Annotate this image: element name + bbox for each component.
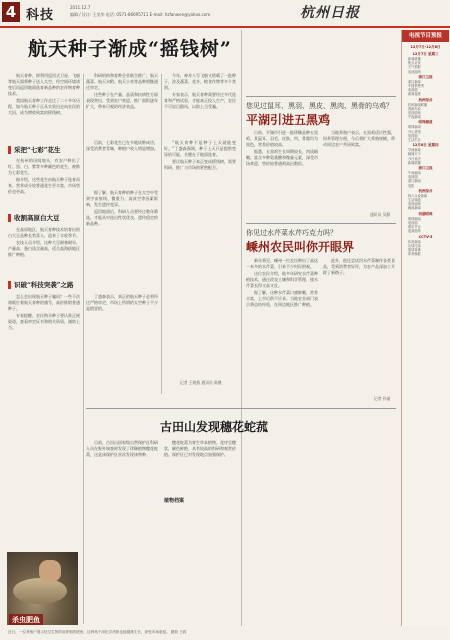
tv-channel-name: CCTV-5	[418, 234, 433, 239]
story-c-author: 记者 孙丽	[374, 396, 391, 401]
sidebar-title: 电视节目预报	[402, 30, 449, 42]
tv-program-item: 电视剧场	[408, 202, 421, 207]
story-c-col2: 此外，他还尝试用水芹菜制作各类食品，受到消费者好评，为农产品深加工开辟了新路子。	[323, 258, 395, 275]
tv-program-item: 焦点访谈	[408, 61, 421, 66]
tv-channel-name: 12月8日 星期四	[412, 143, 439, 148]
story-b-author: 通讯员 吴静	[370, 212, 391, 217]
fish-photo	[7, 552, 78, 625]
tv-channel-name: 浙江卫视	[418, 166, 433, 171]
sub1-body: 在杭州的田间地头，有农户种出了红、黑、白、紫等多种颜色的花生，被称为七彩花生。 据介绍，这些花生由航天种子选育而来，营养成分较普通花生更丰富，市场售价也更高。	[8, 158, 80, 194]
story-c-kicker: 你见过水芹菜水芹巧克力吗？	[246, 229, 337, 237]
tv-program-item: 午夜新闻	[408, 115, 421, 120]
sub3-body: 怎么会出现航天种子骗局？一些不法商贩打着航天育种的旗号，高价推销普通种子。 专家提醒，农民购买种子要认准正规渠道，查看审定证书和相关资质，谨防上当。	[8, 294, 80, 330]
tv-channel-block	[404, 120, 447, 142]
tv-program-item: 电视剧	[408, 175, 418, 180]
tv-program-item: 体育晚报	[408, 252, 421, 257]
tv-channel-block	[404, 212, 447, 234]
story-b-kicker: 您见过鼠耳、黑羽、黑皮、黑肉、黑骨的乌鸡？	[246, 102, 393, 110]
tv-channel-name: 杭州综合	[418, 188, 433, 193]
story-b-headline: 平湖引进五黑鸡	[246, 113, 331, 127]
tv-program-item: 娱乐节目	[408, 225, 421, 230]
mid-col-a: 据了解，航天育种的种子在太空中受到宇宙射线、微重力、高真空等因素影响，发生遗传变异。 返回地面后，科研人员要经过数年筛选，才能从中选出性状优良、遗传稳定的新品种。	[86, 190, 158, 226]
tv-program-item: 电视剧	[408, 88, 418, 93]
story-b-col2: 当地养殖户表示，五黑鸡适应性强，饲养管理方便，今后将扩大养殖规模，带动周边农户共同致富。	[323, 130, 395, 147]
story-d-col1: 日前，古田山国家级自然保护区科研人员在野外调查时发现了珍稀植物穗花蛇菰，这是该保护区首次发现该物种。	[86, 440, 158, 457]
tv-program-item: 浙江新闻	[408, 79, 421, 84]
issue-date: 2011.12.7	[70, 5, 91, 10]
section-name: 科技	[26, 8, 55, 23]
tv-channel-block	[404, 75, 447, 97]
story-d-col2: 穗花蛇菰为寄生草本植物，花序呈穗状，颜色鲜艳，具有较高的科研和观赏价值。保护区已对发现地点加强保护。	[164, 440, 236, 457]
main-story-col1: 航天育种，即利用返回式卫星、飞船等航天器将种子送入太空，经空间环境诱变后再返回地面选育新品种的农作物育种技术。 我国航天育种工作走过了二十多年历程，如今航天种子正从实验田走向农民的大田，成为增收致富的摇钱树。	[8, 73, 80, 115]
tv-program-item: 电视剧	[408, 220, 418, 225]
sub1-body-cont: 目前，七彩花生已在多地试种成功，深受消费者青睐，种植户收入明显增加。	[86, 140, 158, 151]
tv-program-item: 新闻联播	[408, 57, 421, 61]
tv-program-item: 电影	[408, 183, 415, 188]
page-header	[0, 0, 450, 28]
story-c-headline: 嵊州农民叫你开眼界	[246, 240, 355, 254]
tv-program-item: 夜间剧场	[408, 229, 421, 234]
tv-program-item: 电视剧	[408, 133, 418, 138]
photo-caption: 杀虫肥鱼	[9, 614, 43, 625]
tv-channel-block	[404, 189, 447, 211]
tv-program-item: 生活频道	[408, 198, 421, 203]
tv-program-item: 中国梦想秀	[408, 84, 424, 89]
mid-col-b-author: 记者 王晓燕 通讯员 陈健	[180, 380, 222, 385]
tv-program-item: 浙江新闻	[408, 179, 421, 184]
newspaper-logo: 杭州日报	[300, 5, 360, 21]
tv-channel-name: 浙江卫视	[418, 74, 433, 79]
subhead-colored-peanuts: 采把“七彩”花生	[8, 146, 86, 154]
sub3-body-cont: 丁盛森表示，真正的航天种子必须经过严格审定，市场上所谓的太空种子不少是假冒的。	[86, 294, 158, 311]
tv-channel-block	[404, 166, 447, 188]
subhead-tech-scam: 识破“科技突袭”之路	[8, 281, 86, 289]
tv-program-item: 电视剧场	[408, 111, 421, 116]
tv-program-item: 杭州新闻联播	[408, 102, 428, 107]
editor-meta: 编辑 / 设计: 王美华 电话: 0571-86695711 E-mail: hzfanwen@yahoo.com	[70, 12, 211, 17]
tv-program-item: 天气预报	[408, 65, 421, 70]
fish-icon	[13, 578, 67, 604]
tv-channel-block	[404, 98, 447, 120]
tv-program-item: 明珠新闻	[408, 216, 421, 221]
tv-program-item: 体育新闻	[408, 239, 421, 244]
tv-program-item: 今日说法	[408, 156, 421, 161]
story-b-col1: 日前，平湖市引进一批珍稀品种五黑鸡，其鼠耳、羽毛、皮肤、肉、骨骼均为黑色，营养价值较高。 据悉，五黑鸡生长周期较长，肉质细嫩，富含多种氨基酸和微量元素，深受市场欢迎，售价较普通鸡高出数倍。	[246, 130, 318, 166]
main-story-col3: 今年，神舟八号飞船又搭载了一批种子，涉及蔬菜、花卉、粮食作物等多个类别。 专家表示，航天育种需要经过多代选育和严格试验，才能真正投入生产，农民不可盲目跟风，以防上当受骗。	[164, 73, 236, 109]
tv-program-item: 电视剧场	[408, 69, 421, 74]
tv-program-item: 朝闻天下	[408, 152, 421, 157]
tv-program-item: 晚间新闻	[408, 206, 421, 211]
tv-program-item: 新闻夜班	[408, 92, 421, 97]
tv-program-item: 生活栏目	[408, 138, 421, 143]
story-d-subhead: 植物档案	[164, 498, 185, 504]
photo-footnote: 近日，一位养殖户展示经过生物防治养殖的肥鱼，这种鱼不用化学药物也能健康生长，深受市场欢迎。 摄影 王莉	[8, 630, 187, 634]
main-headline: 航天种子渐成“摇钱树”	[28, 38, 232, 60]
tv-program-item: 我和你说	[408, 106, 421, 111]
tv-program-item: 新闻联播	[408, 160, 421, 165]
story-d-col3	[246, 440, 396, 620]
main-story-col2: 科研机构和育种企业联合推广，航天蔬菜、航天水稻、航天小麦等品种相继通过审定。 这些种子在产量、品质和抗病性方面表现突出，受到农户欢迎，推广面积逐年扩大，带来可观的经济效益。	[86, 73, 158, 109]
tv-channel-name: 12月7日 星期三	[412, 52, 439, 56]
tv-program-item: 足球比赛	[408, 243, 421, 248]
subhead-white-soybean: 收割高原白大豆	[8, 214, 86, 222]
tv-program-item: 阿六头说新闻	[408, 193, 428, 198]
tv-channel-name: 杭州综合	[418, 97, 433, 102]
tv-program-item: 明珠新闻	[408, 125, 421, 130]
tv-schedule-sidebar	[401, 30, 449, 626]
sidebar-date-range: 12月7日-12月8日	[410, 45, 441, 49]
page-number: 4	[2, 2, 20, 22]
story-d-headline: 古田山发现穗花蛇菰	[160, 420, 269, 434]
tv-channel-name: 明珠频道	[418, 120, 433, 125]
tv-program-item: 篮球赛事	[408, 247, 421, 252]
hand-shape	[39, 560, 61, 582]
tv-channel-block	[404, 143, 447, 165]
tv-program-item: 午间新闻	[408, 171, 421, 176]
tv-channel-block	[404, 52, 447, 74]
mid-col-b: “航天育种不是种子上天就能变好。”丁盛森强调，种子上天只是提供变异的可能，关键在于地面选育。 要让航天种子真正变成摇钱树，需要科研、推广与市场的紧密配合。	[164, 140, 236, 170]
sub2-body: 在高原地区，航天育种技术培育出的白大豆品种长势喜人，迎来了丰收季节。 农技人员介绍，这种大豆耐寒耐旱，产量高、蛋白质含量高，适合高海拔地区推广种植。	[8, 227, 80, 257]
tv-program-item: 开心茶馆	[408, 129, 421, 134]
tv-channel-name: 西湖明珠	[418, 211, 433, 216]
tv-channel-block	[404, 235, 447, 257]
tv-program-item: 早间新闻	[408, 148, 421, 153]
story-c-col1: 新年将至，嵊州一位农民种出了高达一米多的水芹菜，引来不少村民围观。 这位农民介绍，他多年研究水芹菜种植技术，通过改良土壤和科学管理，使水芹菜长得又高又壮。 据了解，这种水芹菜口感鲜嫩，营养丰富，上市后供不应求。当地农业部门表示将总结经验，在周边地区推广种植。	[246, 258, 318, 307]
